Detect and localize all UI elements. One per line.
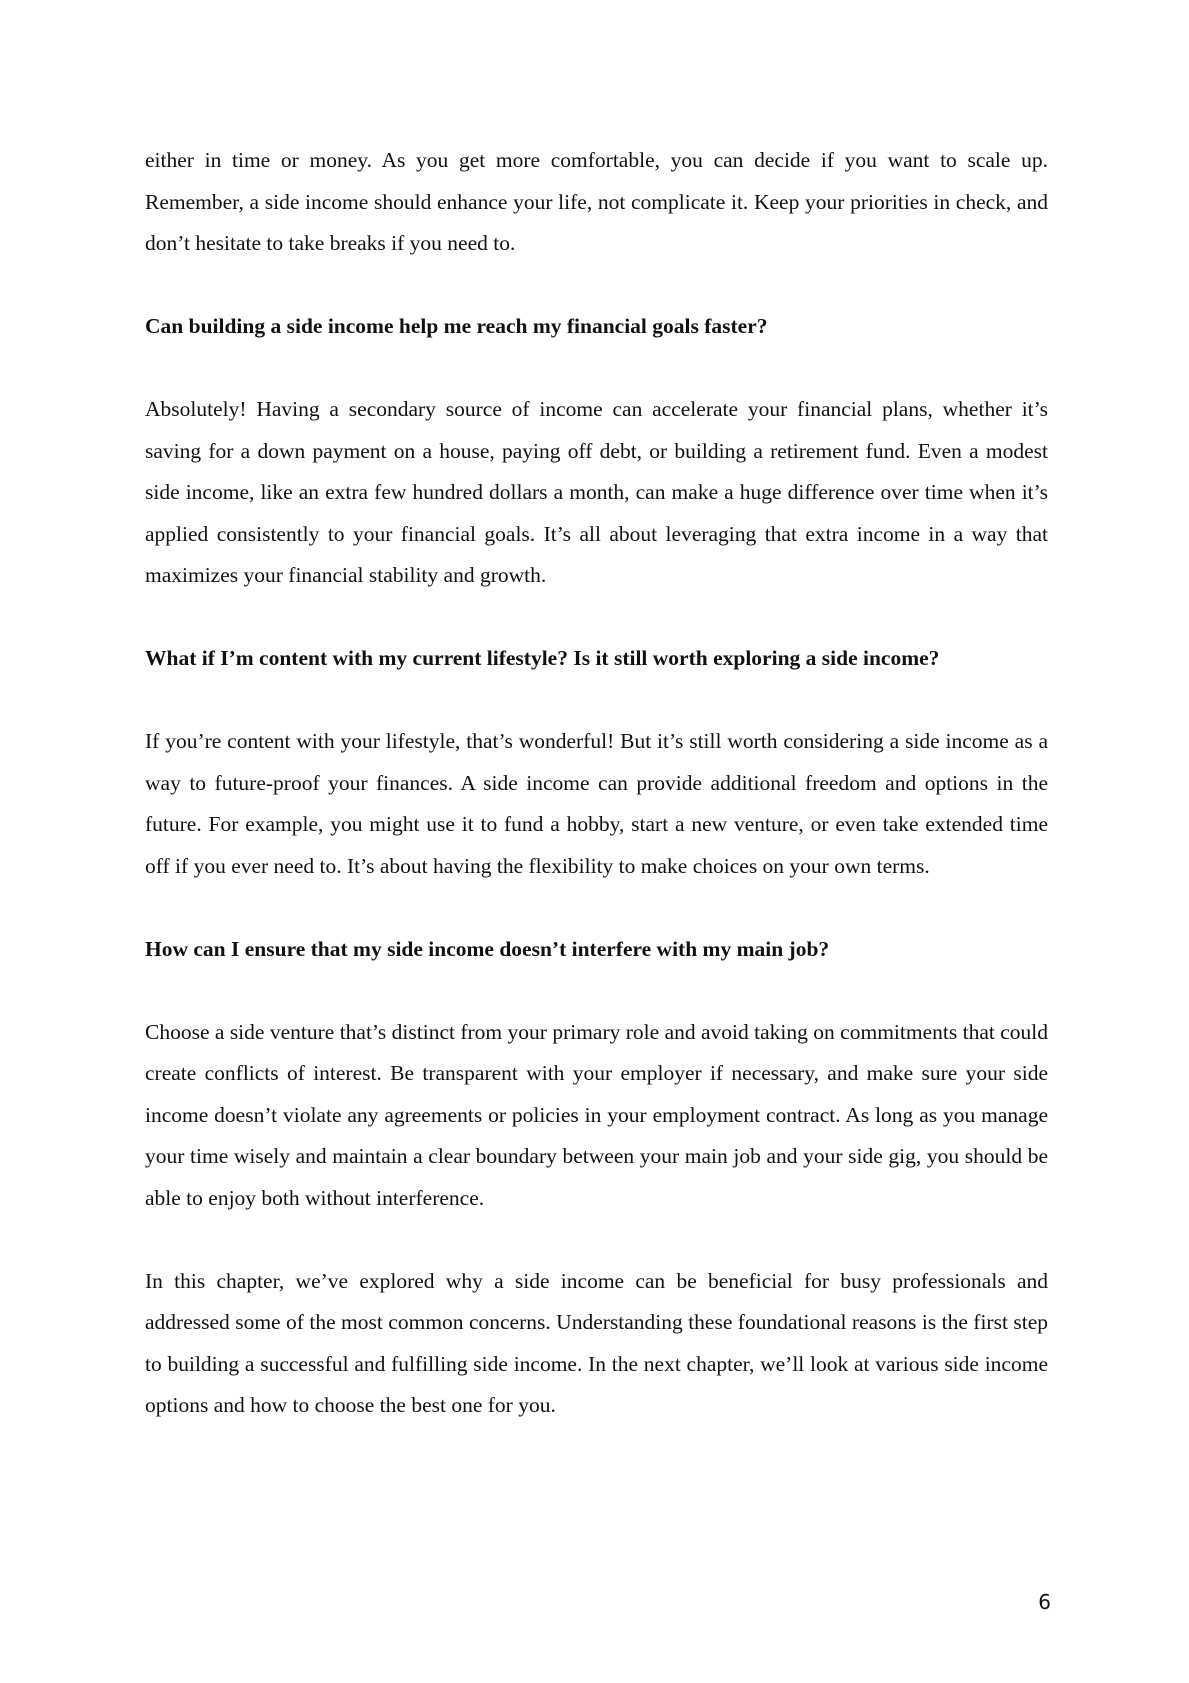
- answer-content-lifestyle: If you’re content with your lifestyle, that’s wonderful! But it’s still worth considering a side income as a way to future-proof your finances. A side income can provide additional freedom and options in the future. For example, you might use it to fund a hobby, start a new venture, or even take extended time off if you ever need to. It’s about having the flexibility to make choices on your own terms.: [145, 729, 1048, 878]
- question-heading-main-job: How can I ensure that my side income doesn’t interfere with my main job?: [145, 936, 830, 961]
- paragraph-intro-continuation: either in time or money. As you get more comfortable, you can decide if you want to scale up. Remember, a side income should enhance your life, not complicate it. Keep your priorities in check, and don’t hesitate to take breaks if you need to.: [145, 148, 1048, 255]
- page-content: [145, 140, 1048, 1427]
- answer-main-job: Choose a side venture that’s distinct from your primary role and avoid taking on commitments that could create conflicts of interest. Be transparent with your employer if necessary, and make sure your side income doesn’t violate any agreements or policies in your employment contract. As long as you manage your time wisely and maintain a clear boundary between your main job and your side gig, you should be able to enjoy both without interference.: [145, 1019, 1048, 1210]
- question-heading-content-lifestyle: What if I’m content with my current lifestyle? Is it still worth exploring a side income?: [145, 646, 940, 670]
- question-heading-financial-goals: Can building a side income help me reach my financial goals faster?: [145, 314, 768, 338]
- chapter-summary-paragraph: In this chapter, we’ve explored why a side income can be beneficial for busy professionals and addressed some of the most common concerns. Understanding these foundational reasons is the first step to building a successful and fulfilling side income. In the next chapter, we’ll look at various side income options and how to choose the best one for you.: [145, 1268, 1048, 1417]
- page-number: 6: [1038, 1590, 1051, 1614]
- answer-financial-goals: Absolutely! Having a secondary source of income can accelerate your financial plans, whether it’s saving for a down payment on a house, paying off debt, or building a retirement fund. Even a modest side income, like an extra few hundred dollars a month, can make a huge difference over time when it’s applied consistently to your financial goals. It’s all about leveraging that extra income in a way that maximizes your financial stability and growth.: [145, 397, 1048, 587]
